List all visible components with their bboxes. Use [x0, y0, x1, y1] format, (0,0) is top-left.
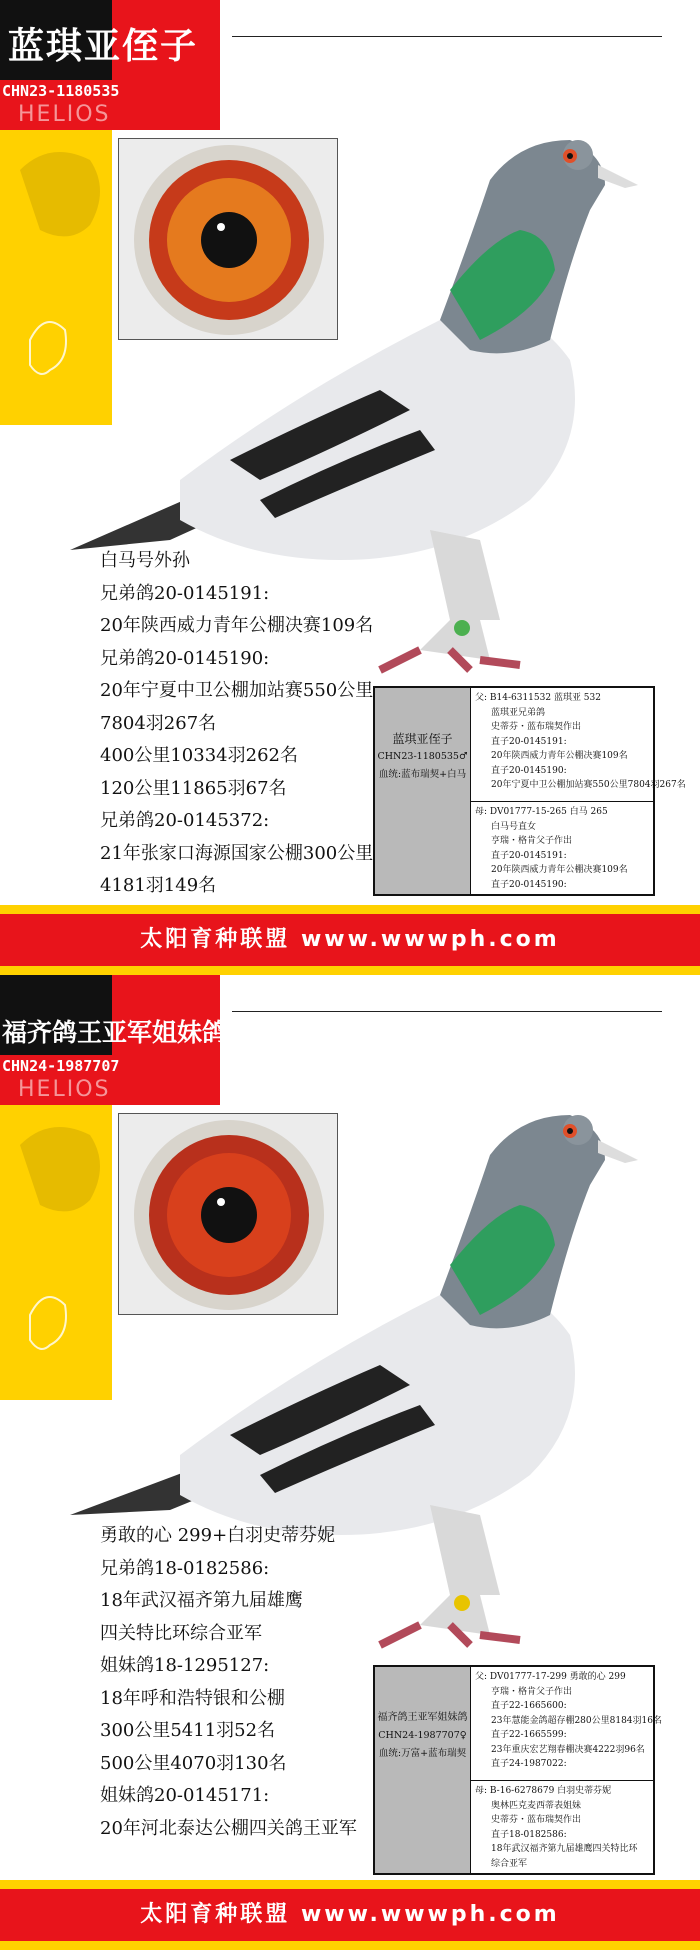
dam-line: 母: B-16-6278679 白羽史蒂芬妮 [475, 1786, 612, 1796]
pedigree-dam [471, 802, 653, 894]
brand-watermark: HELIOS [18, 1077, 111, 1102]
dam-line: 白马号直女 [491, 821, 537, 832]
sire-line: 父: DV01777-17-299 勇敢的心 299 [475, 1672, 626, 1682]
desc-line: 4181羽149名 [100, 875, 217, 896]
brand-banner [0, 1880, 700, 1950]
pedigree-name: 蓝琪亚侄子 [392, 732, 453, 746]
pigeon-card-1 [0, 0, 700, 905]
ring-number: CHN24-1987707 [2, 1057, 120, 1075]
description [100, 545, 373, 903]
sire-line: 史蒂芬・蓝布瑞契作出 [491, 722, 582, 732]
pedigree-sire [471, 1667, 662, 1781]
sire-line: 亨瑞・格肯父子作出 [491, 1686, 573, 1697]
eye-photo [118, 1113, 338, 1315]
sire-line: 直子22-1665599: [491, 1730, 567, 1740]
pedigree-subject [375, 1667, 470, 1873]
desc-line: 姐妹鸽20-0145171: [100, 1785, 270, 1806]
desc-line: 120公里11865羽67名 [100, 777, 287, 799]
desc-line: 兄弟鸽18-0182586: [100, 1557, 270, 1579]
sire-line: 23年重庆宏艺翔春棚决赛4222羽96名 [491, 1744, 645, 1755]
dam-line: 亨瑞・格肯父子作出 [491, 836, 573, 846]
dam-line: 直子18-0182586: [491, 1829, 567, 1840]
brand-banner [0, 905, 700, 975]
desc-line: 四关特比环综合亚军 [100, 1622, 262, 1644]
desc-line: 500公里4070羽130名 [100, 1752, 287, 1774]
dam-line: 18年武汉福齐第九届雄鹰四关特比环 [491, 1844, 638, 1854]
sire-line: 23年慧能金鸽超存棚280公里8184羽16名 [491, 1715, 662, 1726]
dam-line: 母: DV01777-15-265 白马 265 [475, 807, 608, 817]
card-title: 福齐鸽王亚军姐妹鸽 [2, 1018, 228, 1047]
eye-photo [118, 138, 338, 340]
brand-watermark: HELIOS [18, 102, 111, 127]
pedigree-table [373, 1665, 662, 1875]
desc-line: 白马号外孙 [100, 550, 190, 571]
dam-line: 综合亚军 [491, 1858, 528, 1869]
desc-line: 兄弟鸽20-0145372: [100, 810, 270, 831]
card-title: 蓝琪亚侄子 [8, 26, 199, 67]
dam-line: 史蒂芬・蓝布瑞契作出 [491, 1815, 582, 1825]
sire-line: 父: B14-6311532 蓝琪亚 532 [475, 693, 601, 703]
desc-line: 300公里5411羽52名 [100, 1720, 276, 1741]
sire-line: 直子22-1665600: [491, 1701, 567, 1711]
pedigree-bloodline: 血统:万富+蓝布瑞契 [378, 1748, 467, 1759]
sire-line: 20年陕西威力青年公棚决赛109名 [491, 751, 628, 761]
pigeon-card-2 [0, 975, 700, 1880]
pedigree-subject [375, 688, 470, 894]
desc-line: 18年呼和浩特银和公棚 [100, 1687, 285, 1709]
ring-number: CHN23-1180535 [2, 82, 120, 100]
dam-line: 奥林匹克麦西蒂表姐妹 [491, 1800, 582, 1811]
pedigree-sire [471, 688, 686, 802]
pedigree-table [373, 686, 686, 896]
pedigree-ring: CHN23-1180535♂ [377, 751, 468, 762]
pedigree-dam [471, 1781, 653, 1873]
desc-line: 姐妹鸽18-1295127: [100, 1655, 270, 1676]
desc-line: 20年河北泰达公棚四关鸽王亚军 [100, 1817, 357, 1839]
desc-line: 20年宁夏中卫公棚加站赛550公里 [100, 680, 374, 701]
pedigree-name: 福齐鸽王亚军姐妹鸽 [377, 1712, 468, 1723]
desc-line: 18年武汉福齐第九届雄鹰 [100, 1590, 303, 1611]
sire-line: 20年宁夏中卫公棚加站赛550公里7804羽267名 [491, 780, 686, 790]
sire-line: 直子20-0145191: [491, 736, 567, 747]
sire-line: 蓝琪亚兄弟鸽 [491, 707, 546, 718]
desc-line: 兄弟鸽20-0145190: [100, 647, 270, 669]
pigeon-eye-icon [119, 1114, 339, 1316]
dam-line: 20年陕西威力青年公棚决赛109名 [491, 865, 628, 875]
divider [232, 36, 662, 37]
pedigree-ring: CHN24-1987707♀ [378, 1730, 467, 1741]
desc-line: 400公里10334羽262名 [100, 745, 298, 766]
sire-line: 直子20-0145190: [491, 765, 567, 776]
description [100, 1520, 357, 1845]
banner-text: 太阳育种联盟 www.wwwph.com [140, 927, 560, 952]
desc-line: 勇敢的心 299+白羽史蒂芬妮 [100, 1525, 336, 1546]
banner-text: 太阳育种联盟 www.wwwph.com [140, 1902, 560, 1927]
divider [232, 1011, 662, 1012]
dam-line: 直子20-0145191: [491, 850, 567, 861]
pedigree-bloodline: 血统:蓝布瑞契+白马 [378, 769, 467, 780]
desc-line: 7804羽267名 [100, 712, 217, 734]
pigeon-eye-icon [119, 139, 339, 341]
desc-line: 20年陕西威力青年公棚决赛109名 [100, 615, 374, 636]
desc-line: 兄弟鸽20-0145191: [100, 582, 270, 604]
desc-line: 21年张家口海源国家公棚300公里 [100, 842, 374, 864]
dam-line: 直子20-0145190: [491, 879, 567, 890]
sire-line: 直子24-1987022: [491, 1759, 567, 1769]
